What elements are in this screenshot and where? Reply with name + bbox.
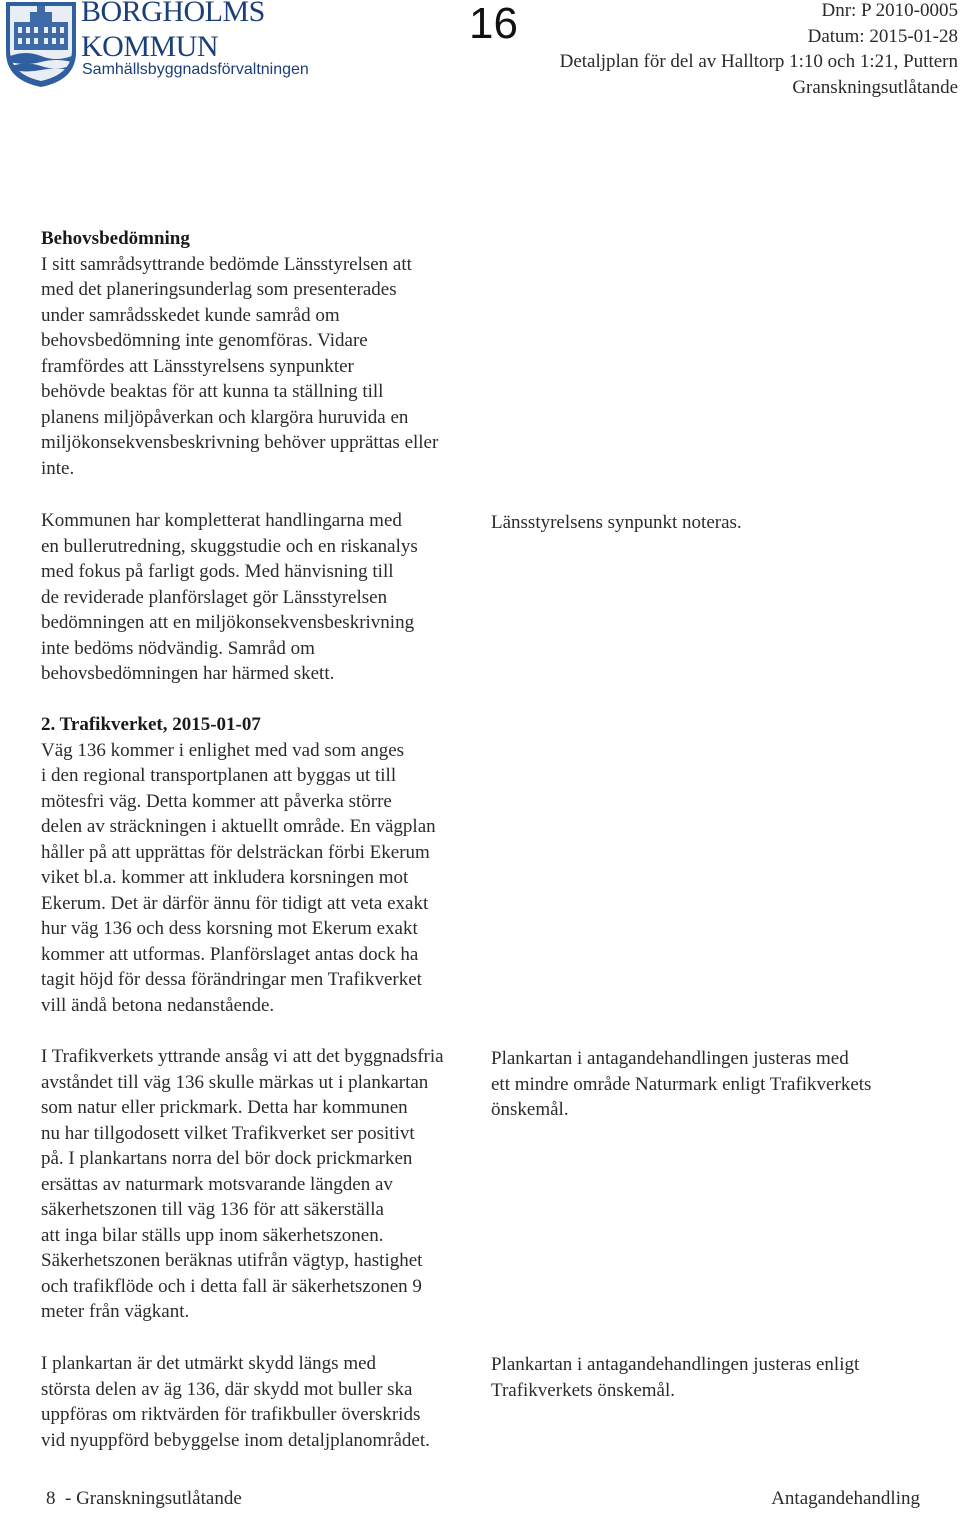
text-line: vill ändå betona nedanstående. [41, 994, 275, 1016]
text-line: att inga bilar ställs upp inom säkerhetszonen. [41, 1224, 384, 1246]
department-name: Samhällsbyggnadsförvaltningen [82, 61, 309, 78]
text-line: med fokus på farligt gods. Med hänvisning till [41, 561, 394, 582]
trafikverket-section [41, 712, 471, 1018]
text-line: Säkerhetszonen beräknas utifrån vägtyp, hastighet [41, 1250, 423, 1271]
text-line: behövde beaktas för att kunna ta ställning till [41, 381, 384, 402]
text-line: inte. [41, 457, 75, 479]
text-line: I Trafikverkets yttrande ansåg vi att det byggnadsfria [41, 1046, 444, 1067]
text-line: uppföras om riktvärden för trafikbuller överskrids [41, 1404, 421, 1425]
text-line: tagit höjd för dessa förändringar men Trafikverket [41, 969, 422, 990]
text-line: planens miljöpåverkan och klargöra huruvida en [41, 406, 409, 428]
text-line: behovsbedömningen har härmed skett. [41, 663, 335, 684]
text-line: inte bedöms nödvändig. Samråd om [41, 637, 315, 659]
text-line: och trafikflöde och i detta fall är säkerhetszonen 9 [41, 1275, 422, 1297]
footer-right: Antagandehandling [771, 1488, 920, 1509]
byggfria-response [491, 1046, 931, 1123]
text-line: I sitt samrådsyttrande bedömde Länsstyrelsen att [41, 253, 412, 275]
komplettering-response [491, 510, 931, 536]
response-line: ett mindre område Naturmark enligt Trafikverkets [491, 1073, 872, 1095]
text-line: Kommunen har kompletterat handlingarna med [41, 510, 402, 531]
text-line: ersättas av naturmark motsvarande längden av [41, 1173, 393, 1195]
response-line: önskemål. [491, 1099, 569, 1120]
text-line: på. I plankartans norra del bör dock prickmarken [41, 1148, 413, 1169]
text-line: vid nyuppförd bebyggelse inom detaljplanområdet. [41, 1429, 430, 1451]
footer-doc-label: - Granskningsutlåtande [65, 1488, 242, 1509]
skydd-response [491, 1352, 931, 1403]
text-line: mötesfri väg. Detta kommer att påverka större [41, 790, 392, 812]
response-line: Länsstyrelsens synpunkt noteras. [491, 512, 742, 533]
org-name-line1: BORGHOLMS [81, 0, 265, 28]
response-line: Plankartan i antagandehandlingen justeras enligt [491, 1354, 860, 1375]
text-line: en bullerutredning, skuggstudie och en riskanalys [41, 535, 418, 557]
response-line: Trafikverkets önskemål. [491, 1379, 675, 1401]
behov-section [41, 226, 471, 481]
text-line: med det planeringsunderlag som presenterades [41, 279, 397, 300]
byggfria-paragraph [41, 1044, 471, 1325]
text-line: hur väg 136 och dess korsning mot Ekerum exakt [41, 918, 418, 939]
org-name-line2: KOMMUN [81, 30, 219, 63]
text-line: meter från vägkant. [41, 1301, 190, 1322]
behov-heading: Behovsbedömning [41, 228, 190, 249]
komplettering-paragraph [41, 508, 471, 687]
text-line: delen av sträckningen i aktuellt område. En vägplan [41, 816, 436, 837]
page-number-header: 16 [469, 0, 518, 48]
footer-page-number: 8 [46, 1488, 56, 1509]
text-line: I plankartan är det utmärkt skydd längs med [41, 1353, 377, 1374]
text-line: i den regional transportplanen att byggas ut till [41, 765, 397, 786]
trafikverket-heading: 2. Trafikverket, 2015-01-07 [41, 714, 261, 735]
text-line: viket bl.a. kommer att inkludera korsningen mot [41, 867, 409, 888]
text-line: största delen av äg 136, där skydd mot buller ska [41, 1378, 413, 1400]
text-line: nu har tillgodosett vilket Trafikverket ser positivt [41, 1122, 415, 1144]
text-line: håller på att upprättas för delsträckan förbi Ekerum [41, 841, 430, 863]
plan-title: Detaljplan för del av Halltorp 1:10 och 1:21, Puttern [559, 51, 958, 72]
response-line: Plankartan i antagandehandlingen justeras med [491, 1048, 849, 1069]
text-line: under samrådsskedet kunde samråd om [41, 304, 340, 326]
text-line: kommer att utformas. Planförslaget antas dock ha [41, 943, 419, 965]
doc-type: Granskningsutlåtande [792, 76, 958, 98]
text-line: avståndet till väg 136 skulle märkas ut i plankartan [41, 1071, 429, 1093]
text-line: behovsbedömning inte genomföras. Vidare [41, 330, 368, 351]
footer-left [46, 1486, 242, 1511]
skydd-paragraph [41, 1351, 471, 1453]
document-meta [560, 0, 958, 100]
datum-text: Datum: 2015-01-28 [807, 25, 958, 47]
text-line: som natur eller prickmark. Detta har kommunen [41, 1097, 408, 1118]
text-line: bedömningen att en miljökonsekvensbeskrivning [41, 612, 415, 633]
text-line: de reviderade planförslaget gör Länsstyrelsen [41, 586, 388, 608]
text-line: Ekerum. Det är därför ännu för tidigt att veta exakt [41, 892, 429, 914]
kommun-logo [4, 0, 78, 88]
text-line: framfördes att Länsstyrelsens synpunkter [41, 355, 354, 377]
dnr-text: Dnr: P 2010-0005 [821, 0, 958, 21]
text-line: miljökonsekvensbeskrivning behöver upprättas eller [41, 432, 439, 453]
text-line: säkerhetszonen till väg 136 för att säkerställa [41, 1199, 384, 1220]
text-line: Väg 136 kommer i enlighet med vad som anges [41, 739, 405, 761]
